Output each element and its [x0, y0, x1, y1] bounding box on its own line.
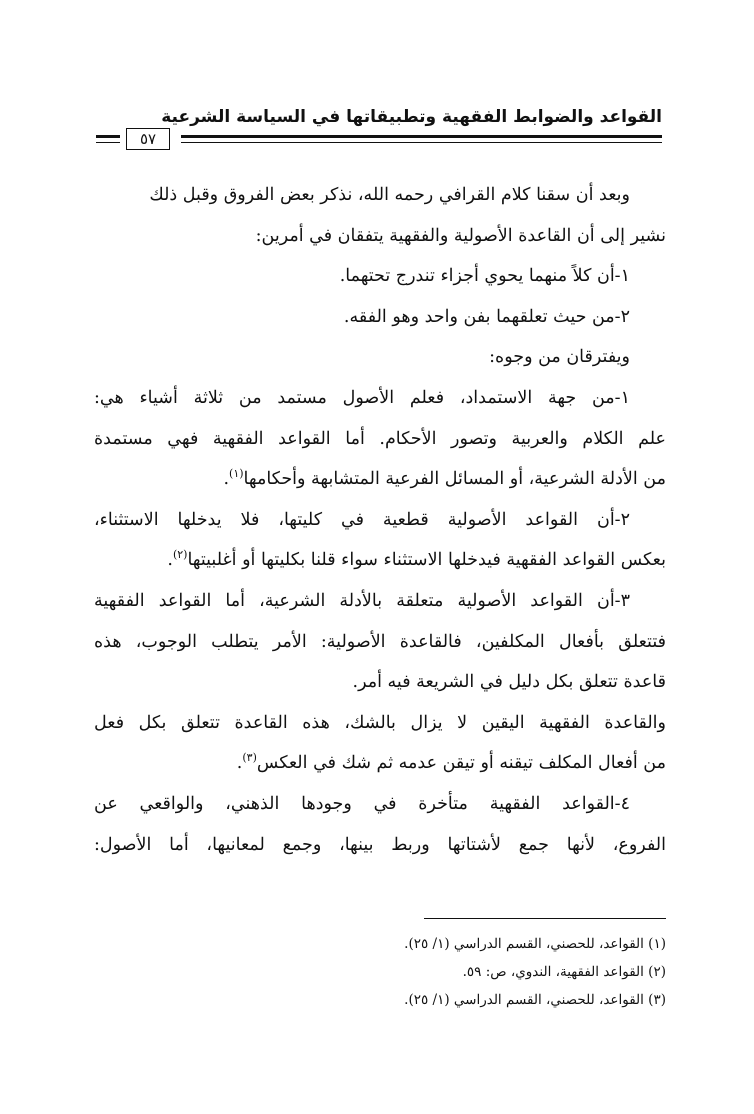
- text-line: قاعدة تتعلق بكل دليل في الشريعة فيه أمر.: [352, 672, 666, 693]
- footnotes: [94, 930, 666, 1014]
- list-item: ٣-أن القواعد الأصولية متعلقة بالأدلة الشرعية، أما القواعد الفقهية: [94, 590, 630, 611]
- text-line: علم الكلام والعربية وتصور الأحكام. أما القواعد الفقهية فهي مستمدة: [94, 428, 666, 449]
- footnote-separator: [424, 918, 666, 919]
- list-item: ٢-من حيث تعلقهما بفن واحد وهو الفقه.: [343, 306, 630, 327]
- text-span: من الأدلة الشرعية، أو المسائل الفرعية المتشابهة وأحكامها: [243, 469, 666, 490]
- footnote: (١) القواعد، للحصني، القسم الدراسي (١/ ٢٥).: [404, 936, 666, 952]
- footnote-ref: (٣): [242, 751, 257, 765]
- text-line: نشير إلى أن القاعدة الأصولية والفقهية يتفقان في أمرين:: [255, 225, 666, 246]
- text-line: وبعد أن سقنا كلام القرافي رحمه الله، نذكر بعض الفروق وقبل ذلك: [149, 185, 630, 205]
- list-item: ٢-أن القواعد الأصولية قطعية في كليتها، فلا يدخلها الاستثناء،: [94, 509, 630, 530]
- footnote-ref: (١): [229, 467, 244, 481]
- page-number: ٥٧: [126, 128, 170, 150]
- list-item: ١-أن كلاً منهما يحوي أجزاء تندرج تحتهما.: [339, 266, 630, 287]
- text-line: [94, 540, 666, 581]
- period: .: [223, 469, 230, 490]
- list-item: ٤-القواعد الفقهية متأخرة في وجودها الذهني، والواقعي عن: [94, 793, 630, 814]
- period: .: [236, 753, 243, 774]
- header-rule: [181, 135, 662, 143]
- text-line: [94, 459, 666, 500]
- text-line: الفروع، لأنها جمع لأشتاتها وربط بينها، وجمع لمعانيها، أما الأصول:: [94, 834, 666, 855]
- text-line: فتتعلق بأفعال المكلفين، فالقاعدة الأصولية: الأمر يتطلب الوجوب، هذه: [94, 631, 666, 652]
- period: .: [167, 550, 173, 571]
- footnote: (٢) القواعد الفقهية، الندوي، ص: ٥٩.: [462, 964, 666, 980]
- page-header: [96, 104, 662, 154]
- list-item: ١-من جهة الاستمداد، فعلم الأصول مستمد من ثلاثة أشياء هي:: [94, 387, 630, 408]
- text-line: [94, 743, 666, 784]
- text-span: من أفعال المكلف تيقنه أو تيقن عدمه ثم شك في العكس: [256, 753, 666, 774]
- footnote: (٣) القواعد، للحصني، القسم الدراسي (١/ ٢٥).: [404, 992, 666, 1008]
- text-span: بعكس القواعد الفقهية فيدخلها الاستثناء سواء قلنا بكليتها أو أغلبيتها: [187, 550, 666, 571]
- text-line: والقاعدة الفقهية اليقين لا يزال بالشك، هذه القاعدة تتعلق بكل فعل: [94, 712, 666, 733]
- main-text: [94, 175, 666, 865]
- header-rule-short: [96, 135, 120, 143]
- text-line: ويفترقان من وجوه:: [489, 347, 630, 368]
- running-title: القواعد والضوابط الفقهية وتطبيقاتها في السياسة الشرعية: [161, 107, 662, 127]
- footnote-ref: (٢): [172, 548, 188, 562]
